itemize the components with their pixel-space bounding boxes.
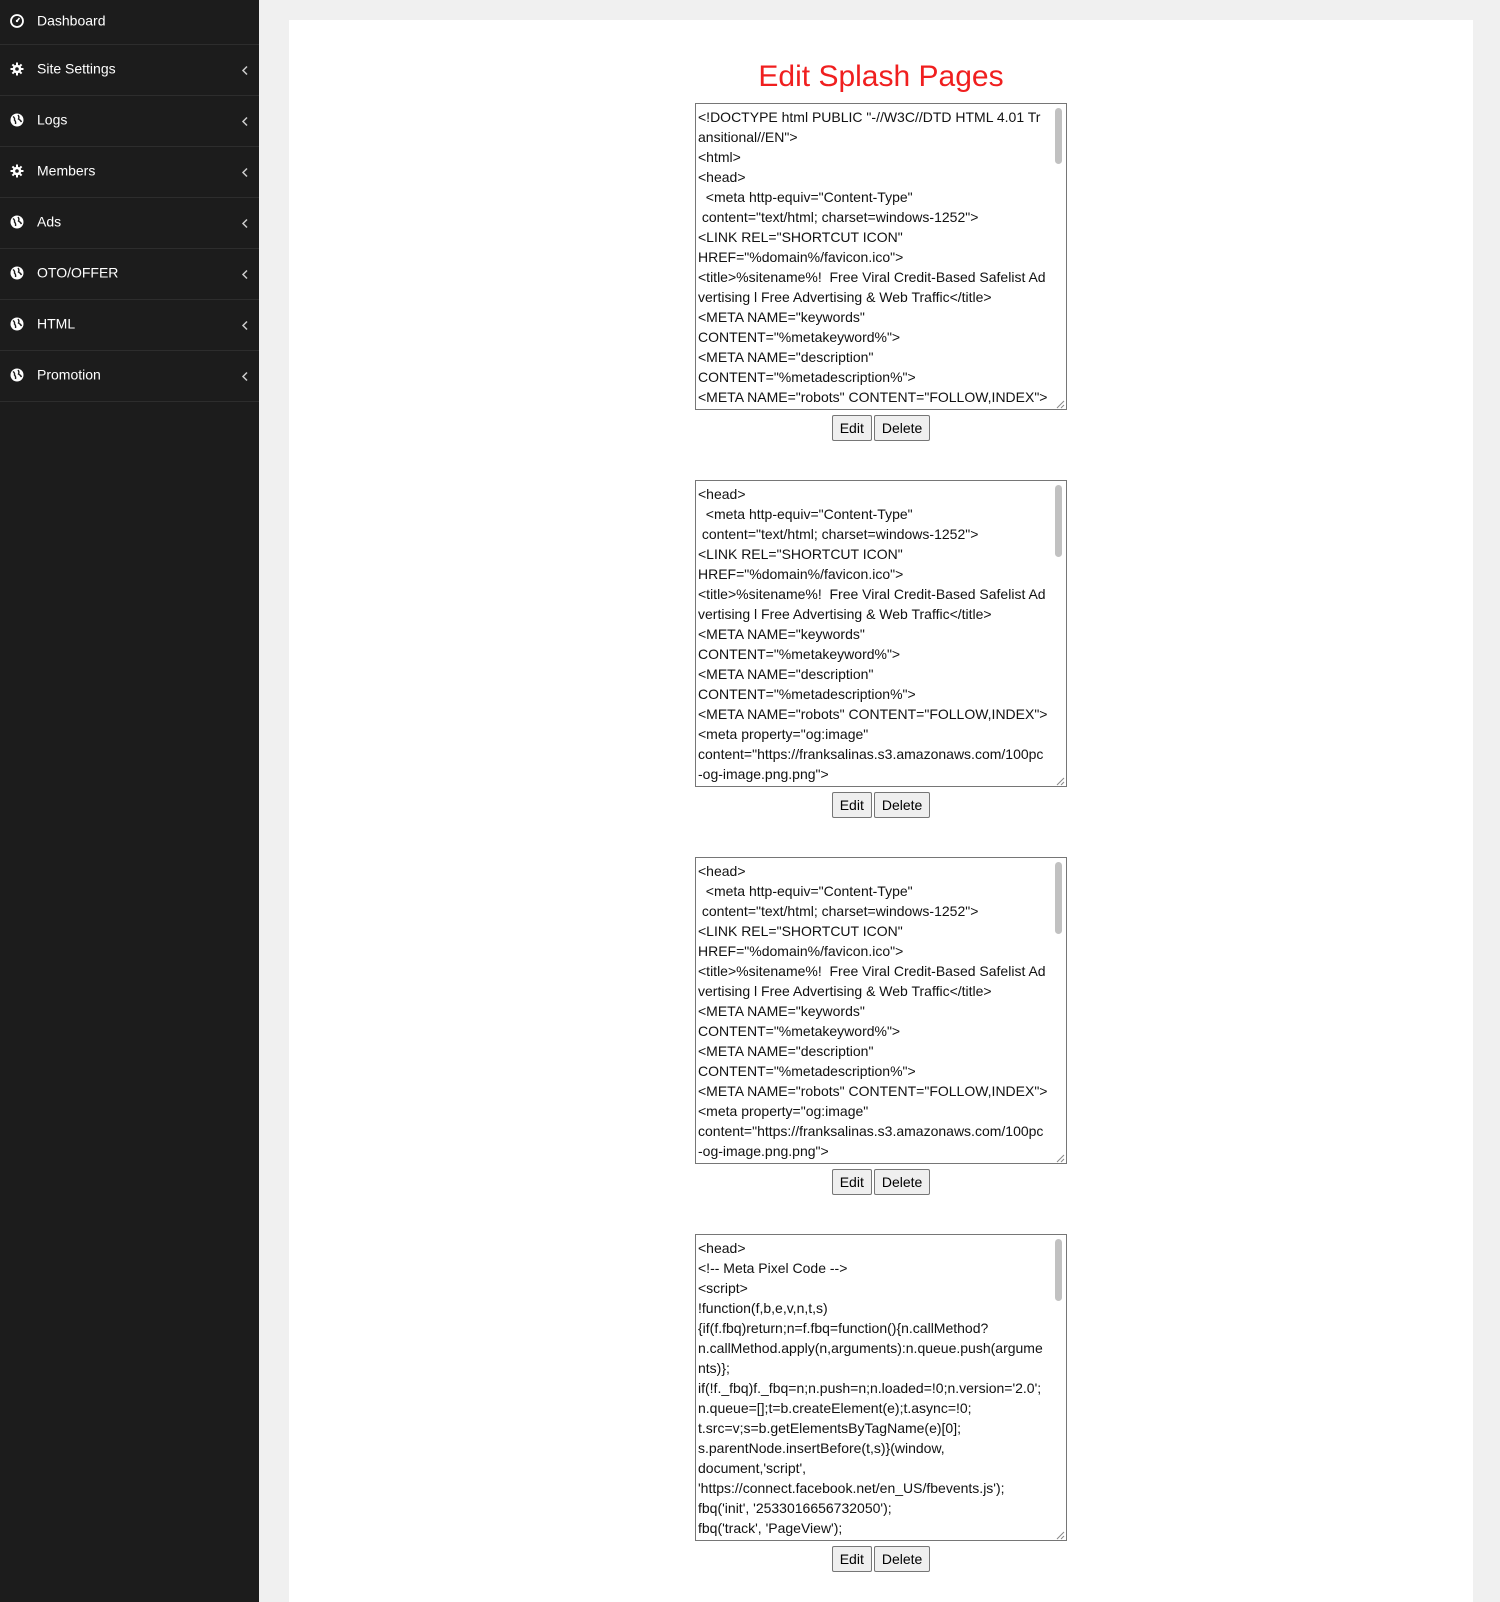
splash-actions [695, 1546, 1067, 1572]
chevron-left-icon [241, 114, 249, 124]
delete-button[interactable]: Delete [874, 792, 930, 818]
globe-icon [9, 316, 24, 331]
gear-icon [9, 163, 24, 178]
sidebar-item-label: HTML [37, 315, 76, 332]
chevron-left-icon [241, 165, 249, 175]
splash-code-textarea[interactable] [695, 480, 1067, 787]
chevron-left-icon [241, 369, 249, 379]
sidebar-item-label: Members [37, 162, 96, 179]
page-title: Edit Splash Pages [758, 60, 1004, 93]
splash-code-textarea[interactable] [695, 1234, 1067, 1541]
splash-code-text: <head> <!-- Meta Pixel Code --> <script> !function(f,b,e,v,n,t,s) {if(f.fbq)return;n=f.fbq=function(){n.callMethod? n.callMethod.apply(n,arguments):n.queue.push(arguments)}; if(!f._fbq)f._fbq=n;n.push=n;n.loaded=!0;n.version='2.0'; n.queue=[];t=b.createElement(e);t.async=!0; t.src=v;s=b.getElementsByTagName(e)[0]; s.parentNode.insertBefore(t,s)}(window, document,'script', 'https://connect.facebook.net/en_US/fbevents.js'); fbq('init', '2533016656732050'); fbq('track', 'PageView'); [698, 1240, 1043, 1536]
splash-actions [695, 1169, 1067, 1195]
scrollbar[interactable] [1051, 481, 1066, 786]
sidebar-item-label: Logs [37, 111, 68, 128]
chevron-left-icon [241, 267, 249, 277]
splash-page-block [695, 1234, 1067, 1567]
sidebar-item-label: Ads [37, 213, 62, 230]
splash-actions [695, 792, 1067, 818]
splash-code-text: <head> <meta http-equiv="Content-Type" content="text/html; charset=windows-1252"> <LINK REL="SHORTCUT ICON" HREF="%domain%/favicon.ico"> <title>%sitename%! Free Viral Credit-Based Safelist Advertising l Free Advertising & Web Traffic</title> <META NAME="keywords" CONTENT="%metakeyword%"> <META NAME="description" CONTENT="%metadescription%"> <META NAME="robots" CONTENT="FOLLOW,INDEX"> <meta property="og:image" content="https://franksalinas.s3.amazonaws.com/100pc-og-image.png.png"> [698, 486, 1048, 782]
sidebar-item-html[interactable] [0, 300, 259, 351]
sidebar-item-members[interactable] [0, 147, 259, 198]
edit-button[interactable]: Edit [832, 415, 872, 441]
sidebar-item-label: OTO/OFFER [37, 264, 119, 281]
edit-button[interactable]: Edit [832, 1169, 872, 1195]
scroll-thumb[interactable] [1055, 108, 1062, 164]
scrollbar[interactable] [1051, 858, 1066, 1163]
splash-code-text: <!DOCTYPE html PUBLIC "-//W3C//DTD HTML 4.01 Transitional//EN"> <html> <head> <meta http-equiv="Content-Type" content="text/html; charset=windows-1252"> <LINK REL="SHORTCUT ICON" HREF="%domain%/favicon.ico"> <title>%sitename%! Free Viral Credit-Based Safelist Advertising l Free Advertising & Web Traffic</title> <META NAME="keywords" CONTENT="%metakeyword%"> <META NAME="description" CONTENT="%metadescription%"> <META NAME="robots" CONTENT="FOLLOW,INDEX"> [698, 109, 1048, 405]
sidebar-item-dashboard[interactable] [0, 0, 259, 45]
sidebar-item-logs[interactable] [0, 96, 259, 147]
scroll-thumb[interactable] [1055, 485, 1062, 557]
globe-icon [9, 214, 24, 229]
edit-button[interactable]: Edit [832, 1546, 872, 1572]
sidebar-item-site-settings[interactable] [0, 45, 259, 96]
resize-grip-icon[interactable] [1053, 773, 1065, 785]
splash-page-block [695, 857, 1067, 1190]
sidebar-item-oto-offer[interactable] [0, 249, 259, 300]
delete-button[interactable]: Delete [874, 1546, 930, 1572]
sidebar-item-label: Dashboard [37, 12, 106, 29]
globe-icon [9, 112, 24, 127]
scroll-thumb[interactable] [1055, 1239, 1062, 1301]
resize-grip-icon[interactable] [1053, 1527, 1065, 1539]
main-content [289, 20, 1473, 1602]
gear-icon [9, 61, 24, 76]
resize-grip-icon[interactable] [1053, 1150, 1065, 1162]
splash-page-block [695, 480, 1067, 813]
scroll-thumb[interactable] [1055, 862, 1062, 934]
chevron-left-icon [241, 63, 249, 73]
sidebar-item-ads[interactable] [0, 198, 259, 249]
splash-actions [695, 415, 1067, 441]
delete-button[interactable]: Delete [874, 415, 930, 441]
dashboard-icon [9, 13, 24, 28]
sidebar-item-label: Promotion [37, 366, 101, 383]
splash-code-textarea[interactable] [695, 103, 1067, 410]
chevron-left-icon [241, 318, 249, 328]
sidebar-item-label: Site Settings [37, 60, 116, 77]
scrollbar[interactable] [1051, 104, 1066, 409]
scrollbar[interactable] [1051, 1235, 1066, 1540]
globe-icon [9, 367, 24, 382]
chevron-left-icon [241, 216, 249, 226]
splash-code-text: <head> <meta http-equiv="Content-Type" content="text/html; charset=windows-1252"> <LINK REL="SHORTCUT ICON" HREF="%domain%/favicon.ico"> <title>%sitename%! Free Viral Credit-Based Safelist Advertising l Free Advertising & Web Traffic</title> <META NAME="keywords" CONTENT="%metakeyword%"> <META NAME="description" CONTENT="%metadescription%"> <META NAME="robots" CONTENT="FOLLOW,INDEX"> <meta property="og:image" content="https://franksalinas.s3.amazonaws.com/100pc-og-image.png.png"> [698, 863, 1048, 1159]
delete-button[interactable]: Delete [874, 1169, 930, 1195]
splash-code-textarea[interactable] [695, 857, 1067, 1164]
edit-button[interactable]: Edit [832, 792, 872, 818]
sidebar [0, 0, 259, 1602]
sidebar-item-promotion[interactable] [0, 351, 259, 402]
globe-icon [9, 265, 24, 280]
resize-grip-icon[interactable] [1053, 396, 1065, 408]
splash-page-block [695, 103, 1067, 436]
